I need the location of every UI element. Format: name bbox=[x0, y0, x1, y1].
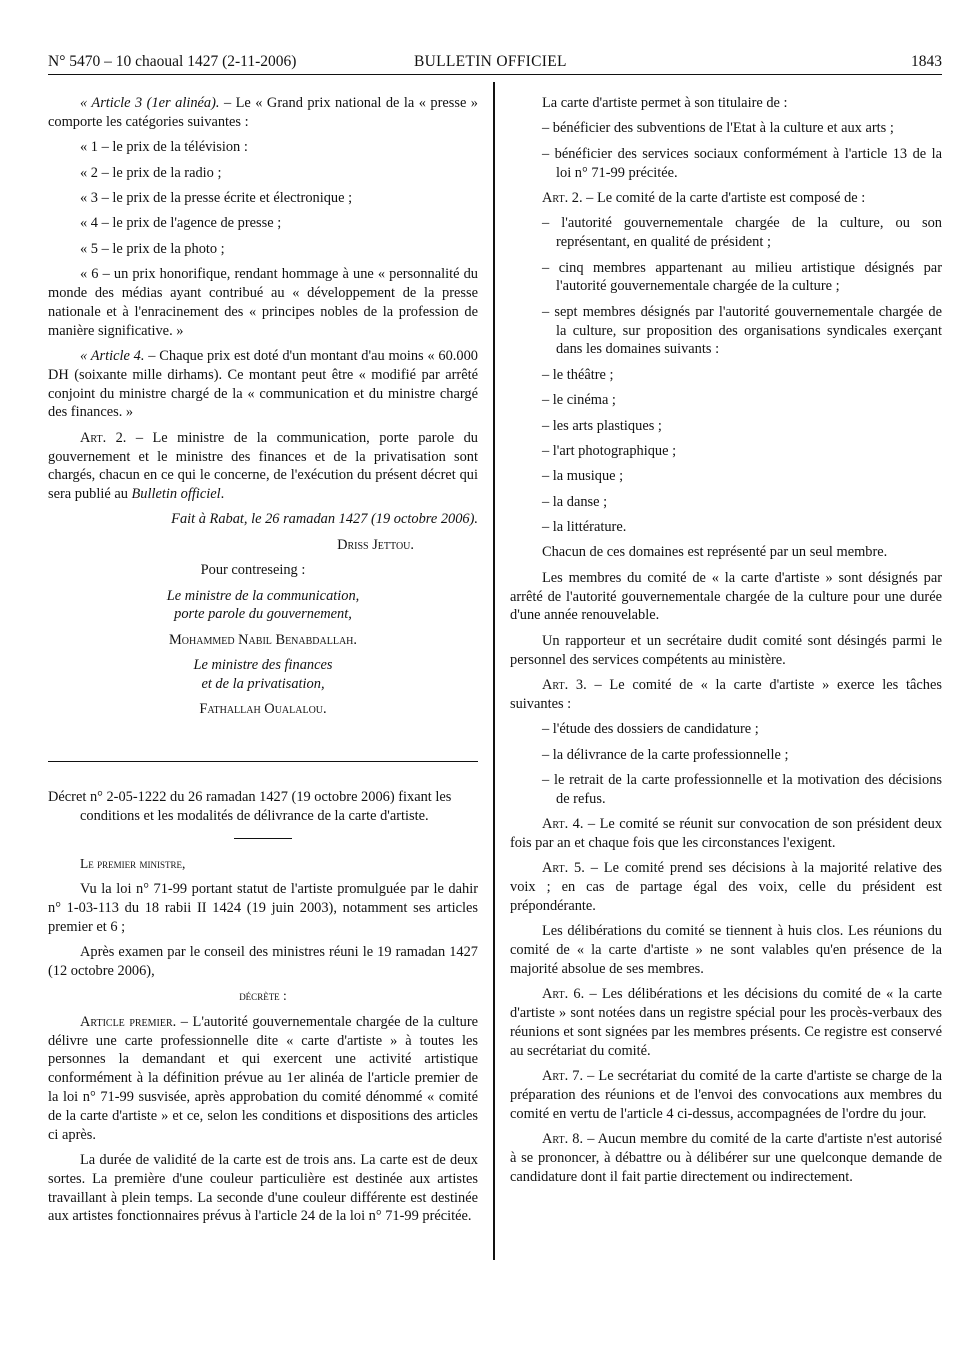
rapporteur-paragraph: Un rapporteur et un secrétaire dudit comité sont désingés parmi le personnel des services compétents au ministère. bbox=[510, 632, 942, 668]
domain-item: – la musique ; bbox=[542, 468, 624, 485]
benefit-item: – bénéficier des subventions de l'Etat à la culture et aux arts ; bbox=[542, 120, 894, 137]
article-4-paragraph: « Article 4. – Chaque prix est doté d'un montant d'au moins « 60.000 DH (soixante mille dirhams). Ce montant peut être « modifié par arrêté conjoint du ministre chargé de la « communication et du ministre chargé des finances. » bbox=[48, 347, 478, 421]
left-column bbox=[48, 94, 478, 1233]
prize-item: « 3 – le prix de la presse écrite et électronique ; bbox=[80, 189, 353, 206]
prize-item: « 5 – le prix de la photo ; bbox=[80, 240, 225, 257]
minister-title: porte parole du gouvernement, bbox=[174, 606, 352, 623]
minister-title: Le ministre des finances bbox=[193, 657, 333, 674]
art-8-paragraph: Art. 8. – Aucun membre du comité de la carte d'artiste n'est autorisé à se prononcer, à débattre ou à délibérer sur une quelconque demande de candidature dont il fait partie directement ou indirectement. bbox=[510, 1131, 942, 1185]
decree-title: Décret n° 2-05-1222 du 26 ramadan 1427 (19 octobre 2006) fixant les conditions et les modalités de délivrance de la carte d'artiste. bbox=[48, 789, 452, 825]
domain-item: – la danse ; bbox=[542, 493, 608, 510]
countersign-label: Pour contreseing : bbox=[200, 562, 306, 579]
members-paragraph: Les membres du comité de « la carte d'artiste » sont désignés par arrêté de l'autorité gouvernementale chargée de la culture pour une durée d'une année renouvelable. bbox=[510, 569, 942, 624]
minister-title: Le ministre de la communication, bbox=[166, 587, 360, 604]
article-premier: Article premier. – L'autorité gouvernementale chargée de la culture délivre une carte professionnelle dite « carte d'artiste » à toutes les personnes la demandant et qui exercent une activité artistique conformément à la définition prévue au 1er alinéa de l'article premier de la loi n° 71-99 susvisée, après approbation du comité dénommé « comité de la carte d'artiste » et ce, selon les conditions et dispositions des articles ci après. bbox=[48, 1013, 478, 1143]
prize-item-honorary: « 6 – un prix honorifique, rendant hommage à une « personnalité du monde des médias ayant contribué au « développement de la presse nationale et à l'enracinement des « principes nobles de la profession de manière significative. » bbox=[48, 266, 478, 339]
art-7-paragraph: Art. 7. – Le secrétariat du comité de la carte d'artiste se charge de la préparation des réunions et de l'envoi des convocations aux membres du comité en vertu de l'article 4 ci-dessus, accompagnées de l'ordre du jour. bbox=[510, 1068, 943, 1122]
art-5-paragraph: Art. 5. – Le comité prend ses décisions à la majorité relative des voix ; en cas de partage égal des voix, celle du président est prépondérante. bbox=[510, 860, 942, 914]
signature-minister: Mohammed Nabil Benabdallah. bbox=[168, 631, 357, 648]
title-rule bbox=[234, 838, 292, 839]
art-3-paragraph: Art. 3. – Le comité de « la carte d'artiste » exerce les tâches suivantes : bbox=[510, 677, 942, 712]
publication-title: BULLETIN OFFICIEL bbox=[414, 53, 567, 70]
minister-title: et de la privatisation, bbox=[201, 676, 325, 693]
column-divider bbox=[493, 82, 495, 1260]
domain-item: – le cinéma ; bbox=[542, 392, 616, 409]
card-intro: La carte d'artiste permet à son titulaire de : bbox=[542, 95, 788, 111]
committee-member-item: – l'autorité gouvernementale chargée de la culture, ou son représentant, en qualité de président ; bbox=[542, 215, 942, 251]
domain-item: – la littérature. bbox=[542, 519, 627, 536]
art-6-paragraph: Art. 6. – Les délibérations et les décisions du comité de « la carte d'artiste » sont notées dans un registre spécial pour les procès-verbaux des réunions et sont signées par les membres présents. Ce registre est conservé au secrétariat du comité. bbox=[510, 986, 942, 1059]
right-column bbox=[510, 94, 942, 1193]
task-item: – la délivrance de la carte professionnelle ; bbox=[542, 746, 789, 763]
art-2-paragraph: Art. 2. – Le ministre de la communication, porte parole du gouvernement et le ministre des finances et de la privatisation sont chargés, chacun en ce qui le concerne, de l'exécution du présent décret qui sera publié au Bulletin officiel. bbox=[48, 429, 479, 503]
prize-item: « 1 – le prix de la télévision : bbox=[80, 139, 248, 156]
signature-pm: Driss Jettou. bbox=[337, 536, 414, 553]
task-item: – le retrait de la carte professionnelle et la motivation des décisions de refus. bbox=[542, 771, 942, 807]
article-3-paragraph: « Article 3 (1er alinéa). – Le « Grand prix national de la « presse » comporte les catégories suivantes : bbox=[48, 95, 479, 130]
domain-item: – les arts plastiques ; bbox=[542, 417, 662, 434]
domain-item: – l'art photographique ; bbox=[542, 442, 677, 459]
art-2-heading: Art. 2. – Le comité de la carte d'artiste est composé de : bbox=[542, 189, 866, 206]
domain-representation: Chacun de ces domaines est représenté par un seul membre. bbox=[542, 544, 888, 561]
prize-item: « 2 – le prix de la radio ; bbox=[80, 164, 222, 181]
page-header bbox=[48, 52, 942, 75]
decrete-heading: décrète : bbox=[239, 988, 287, 1004]
prize-item: « 4 – le prix de l'agence de presse ; bbox=[80, 215, 282, 232]
committee-member-item: – sept membres désignés par l'autorité gouvernementale chargée de la culture, sur proposition des organisations syndicales exerçant dans les domaines suivants : bbox=[542, 303, 942, 358]
visa-paragraph: Après examen par le conseil des ministres réuni le 19 ramadan 1427 (12 octobre 2006), bbox=[48, 944, 478, 979]
benefit-item: – bénéficier des services sociaux conformément à l'article 13 de la loi n° 71-99 précitée. bbox=[542, 145, 942, 181]
page-number: 1843 bbox=[911, 53, 942, 70]
premier-ministre-heading: Le premier ministre, bbox=[80, 855, 186, 871]
committee-member-item: – cinq membres appartenant au milieu artistique désignés par l'autorité gouvernementale chargée de la culture ; bbox=[542, 259, 942, 295]
validity-paragraph: La durée de validité de la carte est de trois ans. La carte est de deux sortes. La première d'une couleur particulière est destinée aux artistes travaillant à plein temps. La seconde d'une couleur différente est destinée aux artistes fonctionnaires prévus à l'article 24 de la loi n° 71-99 précitée. bbox=[48, 1151, 478, 1225]
signature-minister: Fathallah Oualalou. bbox=[199, 701, 327, 718]
issue-number: N° 5470 – 10 chaoual 1427 (2-11-2006) bbox=[48, 53, 297, 70]
domain-item: – le théâtre ; bbox=[542, 366, 614, 383]
section-separator bbox=[48, 761, 478, 762]
visa-paragraph: Vu la loi n° 71-99 portant statut de l'artiste promulguée par le dahir n° 1-03-113 du 18 rabii II 1424 (19 juin 2003), notamment ses articles premier et 6 ; bbox=[48, 881, 478, 935]
place-date: Fait à Rabat, le 26 ramadan 1427 (19 octobre 2006). bbox=[171, 511, 478, 528]
art-4-paragraph: Art. 4. – Le comité se réunit sur convocation de son président deux fois par an et chaque fois que les circonstances l'exigent. bbox=[510, 816, 943, 851]
deliberations-paragraph: Les délibérations du comité se tiennent à huis clos. Les réunions du comité de « la carte d'artiste » ne sont valables qu'en présence de la majorité absolue de ses membres. bbox=[510, 923, 942, 977]
task-item: – l'étude des dossiers de candidature ; bbox=[542, 721, 759, 738]
